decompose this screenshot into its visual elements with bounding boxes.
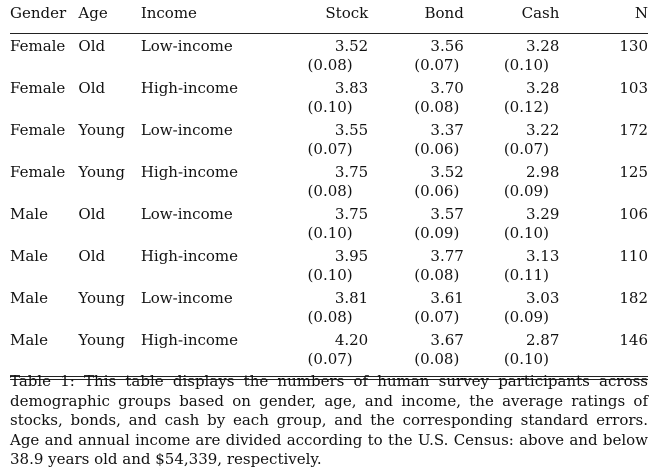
cell-cash bbox=[464, 34, 560, 76]
cell-n: 130 bbox=[619, 36, 648, 55]
cash-value: 3.29 bbox=[526, 204, 560, 223]
stock-value: 3.52 bbox=[334, 36, 369, 55]
cash-se: (0.11) bbox=[503, 266, 549, 284]
cell-income: High-income bbox=[140, 162, 239, 181]
cell-bond bbox=[368, 160, 464, 202]
bond-value: 3.52 bbox=[430, 162, 464, 181]
cell-bond bbox=[368, 286, 464, 328]
cell-gender: Male bbox=[10, 288, 48, 307]
cell-gender: Female bbox=[10, 162, 66, 181]
cell-age: Old bbox=[78, 36, 106, 55]
bond-se: (0.07) bbox=[414, 308, 460, 326]
stock-value: 3.55 bbox=[334, 120, 369, 139]
cell-cash bbox=[464, 286, 560, 328]
cell-age: Young bbox=[78, 162, 125, 181]
stock-value: 3.75 bbox=[334, 162, 369, 181]
header-age: Age bbox=[78, 4, 108, 22]
cell-stock bbox=[260, 76, 369, 118]
stock-se: (0.07) bbox=[307, 350, 353, 368]
cell-income: Low-income bbox=[140, 204, 233, 223]
header-income: Income bbox=[140, 4, 197, 22]
cell-gender: Female bbox=[10, 120, 66, 139]
cell-cash bbox=[464, 202, 560, 244]
cash-value: 3.22 bbox=[526, 120, 560, 139]
cash-se: (0.07) bbox=[503, 140, 549, 158]
cell-bond bbox=[368, 118, 464, 160]
cell-n: 182 bbox=[619, 288, 648, 307]
bond-se: (0.09) bbox=[414, 224, 460, 242]
table-caption: Table 1: This table displays the numbers of human survey participants across demographic groups based on gender, age, and income, the average ratings of stocks, bonds, and cash by each group, and the corresponding standard errors. Age and annual income are divided according to the U.S. Census: above and below 38.9 years old and $54,339, respectively. bbox=[10, 372, 648, 468]
cell-income: Low-income bbox=[140, 288, 233, 307]
table-row bbox=[10, 118, 648, 160]
bond-value: 3.56 bbox=[430, 36, 464, 55]
cell-bond bbox=[368, 34, 464, 76]
cash-value: 2.98 bbox=[526, 162, 560, 181]
cell-bond bbox=[368, 76, 464, 118]
cell-age: Old bbox=[78, 246, 106, 265]
results-table-block bbox=[10, 0, 648, 380]
cell-cash bbox=[464, 76, 560, 118]
stock-value: 3.83 bbox=[334, 78, 369, 97]
bond-se: (0.08) bbox=[414, 98, 460, 116]
cell-gender: Male bbox=[10, 204, 48, 223]
cell-n: 172 bbox=[619, 120, 648, 139]
cell-cash bbox=[464, 244, 560, 286]
cash-value: 2.87 bbox=[526, 330, 560, 349]
cash-se: (0.12) bbox=[503, 98, 549, 116]
cell-n: 125 bbox=[619, 162, 648, 181]
cell-stock bbox=[260, 328, 369, 370]
cell-stock bbox=[260, 34, 369, 76]
cell-gender: Female bbox=[10, 36, 66, 55]
cell-gender: Male bbox=[10, 330, 48, 349]
stock-value: 3.75 bbox=[334, 204, 369, 223]
cash-value: 3.03 bbox=[526, 288, 560, 307]
stock-se: (0.07) bbox=[307, 140, 353, 158]
survey-ratings-body bbox=[10, 34, 648, 370]
header-n: N bbox=[634, 4, 648, 22]
cell-age: Old bbox=[78, 204, 106, 223]
table-row bbox=[10, 244, 648, 286]
cash-se: (0.10) bbox=[503, 224, 549, 242]
cell-cash bbox=[464, 328, 560, 370]
stock-value: 4.20 bbox=[334, 330, 369, 349]
header-cash: Cash bbox=[521, 4, 560, 22]
cell-income: High-income bbox=[140, 78, 239, 97]
cell-age: Old bbox=[78, 78, 106, 97]
cell-age: Young bbox=[78, 288, 125, 307]
cell-income: High-income bbox=[140, 246, 239, 265]
cash-se: (0.10) bbox=[503, 350, 549, 368]
bond-value: 3.70 bbox=[430, 78, 464, 97]
cell-stock bbox=[260, 202, 369, 244]
table-header-row bbox=[10, 0, 648, 29]
bond-se: (0.06) bbox=[414, 140, 460, 158]
cash-se: (0.09) bbox=[503, 308, 549, 326]
cell-gender: Male bbox=[10, 246, 48, 265]
cash-value: 3.13 bbox=[526, 246, 560, 265]
bond-se: (0.08) bbox=[414, 350, 460, 368]
cell-stock bbox=[260, 160, 369, 202]
cell-income: Low-income bbox=[140, 120, 233, 139]
cell-income: High-income bbox=[140, 330, 239, 349]
cell-stock bbox=[260, 118, 369, 160]
bond-value: 3.57 bbox=[430, 204, 464, 223]
header-stock: Stock bbox=[325, 4, 369, 22]
bond-value: 3.61 bbox=[430, 288, 464, 307]
header-bond: Bond bbox=[424, 4, 464, 22]
table-row bbox=[10, 286, 648, 328]
cell-cash bbox=[464, 160, 560, 202]
stock-value: 3.81 bbox=[334, 288, 369, 307]
cell-age: Young bbox=[78, 330, 125, 349]
cash-se: (0.09) bbox=[503, 182, 549, 200]
stock-se: (0.08) bbox=[307, 182, 353, 200]
cell-n: 146 bbox=[619, 330, 648, 349]
bond-value: 3.37 bbox=[430, 120, 464, 139]
cell-gender: Female bbox=[10, 78, 66, 97]
bond-value: 3.77 bbox=[430, 246, 464, 265]
cell-bond bbox=[368, 328, 464, 370]
cell-bond bbox=[368, 244, 464, 286]
stock-se: (0.10) bbox=[307, 98, 353, 116]
bond-value: 3.67 bbox=[430, 330, 464, 349]
cell-age: Young bbox=[78, 120, 125, 139]
cell-cash bbox=[464, 118, 560, 160]
cell-stock bbox=[260, 244, 369, 286]
cash-value: 3.28 bbox=[526, 36, 560, 55]
table-row bbox=[10, 34, 648, 76]
table-row bbox=[10, 202, 648, 244]
table-row bbox=[10, 328, 648, 370]
header-gender: Gender bbox=[10, 4, 67, 22]
cell-n: 106 bbox=[619, 204, 648, 223]
survey-ratings-table bbox=[10, 0, 648, 29]
cell-n: 103 bbox=[619, 78, 648, 97]
bond-se: (0.08) bbox=[414, 266, 460, 284]
table-row bbox=[10, 160, 648, 202]
bond-se: (0.06) bbox=[414, 182, 460, 200]
stock-se: (0.10) bbox=[307, 224, 353, 242]
cell-stock bbox=[260, 286, 369, 328]
bond-se: (0.07) bbox=[414, 56, 460, 74]
stock-se: (0.08) bbox=[307, 56, 353, 74]
cell-n: 110 bbox=[619, 246, 648, 265]
cell-income: Low-income bbox=[140, 36, 233, 55]
table-row bbox=[10, 76, 648, 118]
stock-value: 3.95 bbox=[334, 246, 369, 265]
stock-se: (0.10) bbox=[307, 266, 353, 284]
cell-bond bbox=[368, 202, 464, 244]
cash-se: (0.10) bbox=[503, 56, 549, 74]
stock-se: (0.08) bbox=[307, 308, 353, 326]
cash-value: 3.28 bbox=[526, 78, 560, 97]
